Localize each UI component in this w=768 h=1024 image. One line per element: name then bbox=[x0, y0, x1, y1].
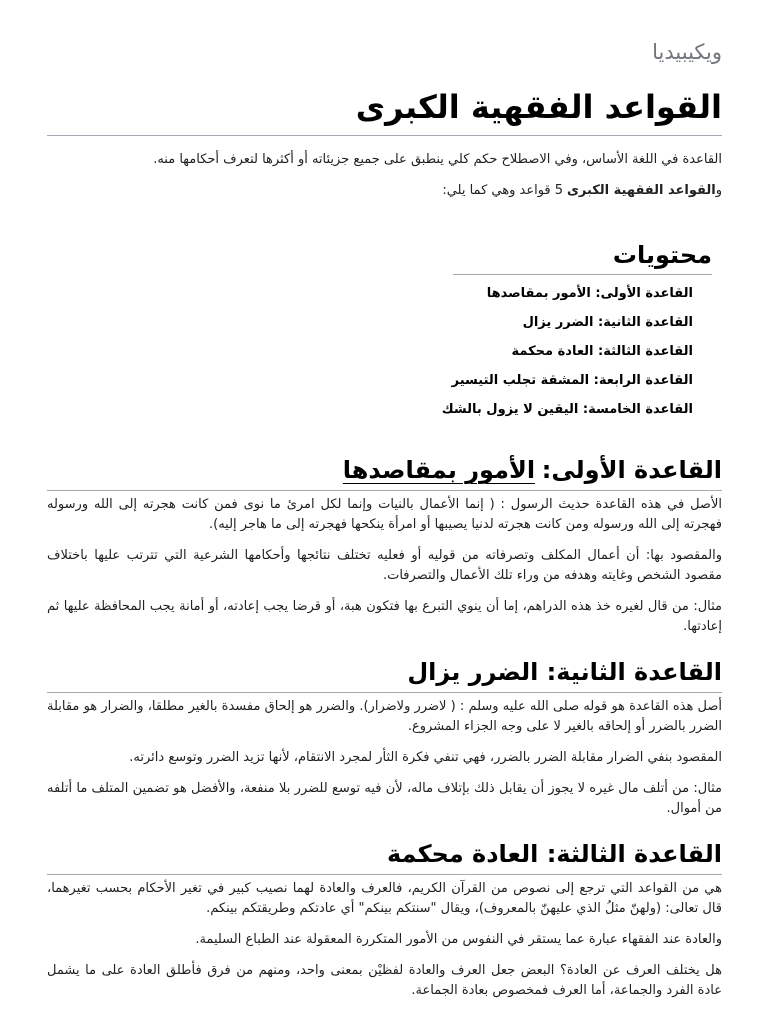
section-heading-rule-1 bbox=[47, 455, 722, 491]
section-rule-2 bbox=[47, 657, 722, 819]
toc-list bbox=[441, 275, 712, 424]
wikipedia-wordmark[interactable]: ويكيبيديا bbox=[652, 40, 722, 64]
section-paragraph: والمقصود بها: أن أعمال المكلف وتصرفاته من قوليه أو فعليه تختلف نتائجها وأحكامها الشرعية التي تترتب عليها باختلاف مقصود الشخص وغايته وهدفه من وراء تلك الأعمال والتصرفات. bbox=[47, 548, 722, 583]
toc-item-rule-3[interactable]: القاعدة الثالثة: العادة محكمة bbox=[511, 344, 693, 359]
section-paragraph: أصل هذه القاعدة هو قوله صلى الله عليه وسلم : ( لاضرر ولاضرار). والضرر هو إلحاق مفسدة بالغير مطلقا، والضرار هو مقابلة الضرر بالضرر أو إلحاقه بالغير لا على وجه الجزاء المشروع. bbox=[47, 699, 722, 734]
section-heading-rule-2: القاعدة الثانية: الضرر يزال bbox=[47, 657, 722, 693]
section-heading-underlined-term: الأمور بمقاصدها bbox=[342, 456, 536, 484]
summary-bold-term: القواعد الفقهية الكبرى bbox=[566, 183, 716, 198]
section-paragraph: هي من القواعد التي ترجع إلى نصوص من القرآن الكريم، فالعرف والعادة لهما نصيب كبير في تغير الأحكام بحسب تغيرهما، قال تعالى: (ولهنّ مثلُ الذي عليهنّ بالمعروف)، ويقال "سنتكم بينكم" أي عادتكم وطريقتكم بينكم. bbox=[47, 881, 722, 916]
section-paragraph: مثال: من أتلف مال غيره لا يجوز أن يقابل ذلك بإتلاف ماله، لأن فيه توسع للضرر بلا منفعة، والأفضل هو تضمين المتلف ما أتلفه من أموال. bbox=[47, 781, 722, 816]
toc-item-rule-1[interactable]: القاعدة الأولى: الأمور بمقاصدها bbox=[486, 286, 693, 301]
section-paragraph: والعادة عند الفقهاء عبارة عما يستقر في النفوس من الأمور المتكررة المعقولة عند الطباع السليمة. bbox=[195, 932, 722, 947]
section-paragraph: المقصود بنفي الضرار مقابلة الضرر بالضرر، فهي تنفي فكرة الثأر لمجرد الانتقام، لأنها تزيد الضرر وتوسع دائرته. bbox=[129, 750, 722, 765]
summary-suffix: 5 قواعد وهي كما يلي: bbox=[442, 183, 564, 198]
intro-summary-paragraph bbox=[47, 181, 722, 201]
article-page bbox=[47, 0, 722, 1001]
section-heading-label: القاعدة الأولى: bbox=[541, 456, 722, 484]
section-heading-rule-3: القاعدة الثالثة: العادة محكمة bbox=[47, 839, 722, 875]
toc-item-rule-2[interactable]: القاعدة الثانية: الضرر يزال bbox=[522, 315, 693, 330]
page-title: القواعد الفقهية الكبرى bbox=[47, 87, 722, 136]
toc-heading: محتويات bbox=[453, 240, 712, 275]
section-paragraph: هل يختلف العرف عن العادة؟ البعض جعل العرف والعادة لفظيْن بمعنى واحد، ومنهم من فرق فأطلق العادة على ما يشمل عادة الفرد والجماعة، أما العرف فمخصوص بعادة الجماعة. bbox=[47, 963, 722, 998]
section-rule-3 bbox=[47, 839, 722, 1001]
section-paragraph: مثال: من قال لغيره خذ هذه الدراهم، إما أن ينوي التبرع بها فتكون هبة، أو قرضا يجب إعادته، أو أمانة يجب المحافظة عليها ثم إعادتها. bbox=[47, 599, 722, 634]
section-rule-1 bbox=[47, 455, 722, 637]
table-of-contents bbox=[441, 240, 712, 424]
summary-prefix: و bbox=[715, 183, 722, 198]
intro-definition-paragraph: القاعدة في اللغة الأساس، وفي الاصطلاح حكم كلي ينطبق على جميع جزيئاته أو أكثرها لتعرف أحكامها منه. bbox=[153, 152, 722, 167]
section-paragraph: الأصل في هذه القاعدة حديث الرسول : ( إنما الأعمال بالنيات وإنما لكل امرئ ما نوى فمن كانت هجرته إلى الله ورسوله فهجرته إلى الله ورسوله ومن كانت هجرته لدنيا يصيبها أو امرأة ينكحها فهجرته إلى ما هاجر إليه). bbox=[47, 497, 722, 532]
toc-item-rule-4[interactable]: القاعدة الرابعة: المشقة تجلب التيسير bbox=[451, 373, 693, 388]
toc-item-rule-5[interactable]: القاعدة الخامسة: اليقين لا يزول بالشك bbox=[441, 402, 693, 417]
